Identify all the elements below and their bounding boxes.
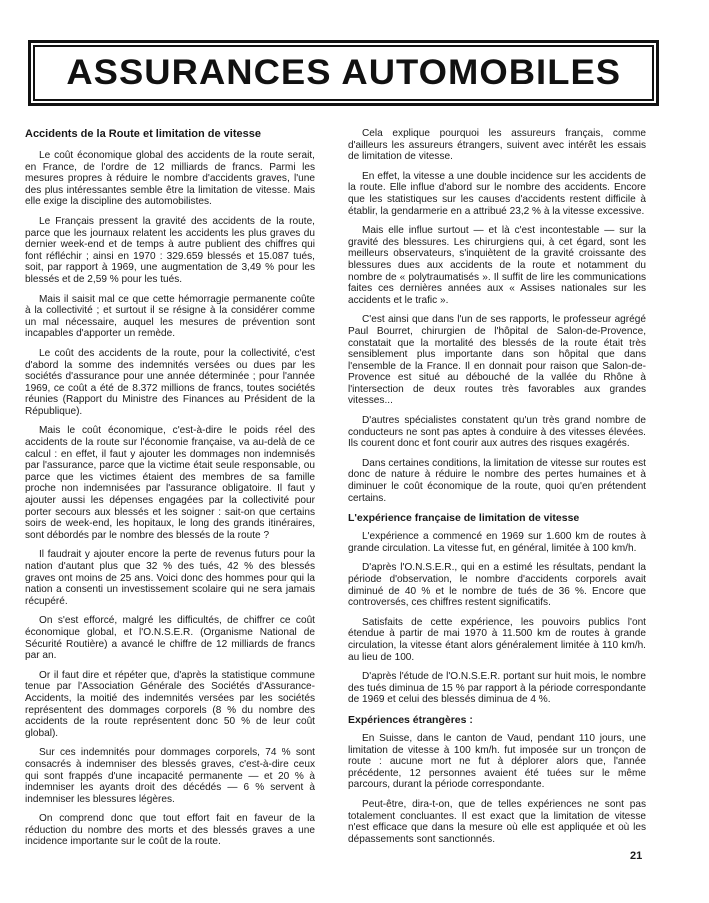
paragraph: Il faudrait y ajouter encore la perte de revenus futurs pour la nation d'autant plus que 32 % des tués, 42 % des blessés graves ont moins de 25 ans. Voici donc des hommes pour qui la nation a consenti un investissement scolaire qui ne sera jamais récupéré. [25,549,315,607]
paragraph: L'expérience a commencé en 1969 sur 1.600 km de routes à grande circulation. La vitesse fut, en général, limitée à 100 km/h. [348,531,646,554]
paragraph: D'après l'étude de l'O.N.S.E.R. portant sur huit mois, le nombre des tués diminua de 15 % par rapport à la période correspondante de 1969 et celui des blessés diminua de 4 %. [348,671,646,706]
paragraph: Le coût des accidents de la route, pour la collectivité, c'est d'abord la somme des indemnités versées ou dues par les sociétés d'assurance pour une année déterminée ; pour l'année 1969, ce coût a été de 8.372 millions de francs, toutes sociétés réunies (Rapport du Ministre des Finances au Président de la République). [25,347,315,417]
paragraph: Mais il saisit mal ce que cette hémorragie permanente coûte à la collectivité ; et surtout il se résigne à la considérer comme un mal nécessaire, auquel les mesures de prévention sont incapables d'apporter un remède. [25,293,315,340]
paragraph: Mais elle influe surtout — et là c'est incontestable — sur la gravité des blessures. Les chirurgiens qui, à cet égard, sont les meilleurs observateurs, s'inquiètent de la gravité croissante des blessures dues aux accidents de la route et notamment du nombre de « polytraumatisés ». Il suffit de lire les communications faites ces dernières années aux « Assises nationales sur les accidents et le trafic ». [348,225,646,306]
left-column [25,128,315,856]
paragraph: Or il faut dire et répéter que, d'après la statistique commune tenue par l'Association Générale des Sociétés d'Assurance-Accidents, la moitié des indemnités versées par les sociétés représentent des dommages corporels (8 % du nombre des accidents de la route représentent donc 50 % de leur coût global). [25,669,315,739]
paragraph: Cela explique pourquoi les assureurs français, comme d'ailleurs les assureurs étrangers, suivent avec intérêt les essais de limitation de vitesse. [348,128,646,163]
paragraph: Le Français pressent la gravité des accidents de la route, parce que les journaux relatent les accidents les plus graves du dernier week-end et de temps à autre publient des chiffres qui font réfléchir ; ainsi en 1970 : 329.659 blessés et 15.087 tués, soit, par rapport à 1969, une augmentation de 3,49 % pour les blessés et de 2,59 % pour les tués. [25,215,315,285]
paragraph: Peut-être, dira-t-on, que de telles expériences ne sont pas totalement concluantes. Il est exact que la limitation de vitesse n'est efficace que dans la mesure où elle est appliquée et où les dépassements sont sanctionnés. [348,798,646,845]
paragraph: Satisfaits de cette expérience, les pouvoirs publics l'ont étendue à partir de mai 1970 à 11.500 km de routes à grande circulation, la vitesse étant alors généralement limitée à 110 km/h. au lieu de 100. [348,616,646,663]
right-column [348,128,646,853]
paragraph: On s'est efforcé, malgré les difficultés, de chiffrer ce coût économique global, et l'O.N.S.E.R. (Organisme National de Sécurité Routière) a avancé le chiffre de 12 milliards de francs par an. [25,615,315,662]
paragraph: En Suisse, dans le canton de Vaud, pendant 110 jours, une limitation de vitesse à 100 km/h. fut imposée sur un tronçon de route : aucune mort ne fut à déplorer alors que, l'année précédente, 12 personnes avaient été tuées sur le même parcours, durant la période correspondante. [348,732,646,791]
paragraph: On comprend donc que tout effort fait en faveur de la réduction du nombre des morts et des blessés graves a une incidence importante sur le coût de la route. [25,813,315,848]
paragraph: D'autres spécialistes constatent qu'un très grand nombre de conducteurs ne sont pas aptes à conduire à des vitesses élevées. Ils courent donc et font courir aux autres des risques exagérés. [348,415,646,450]
page-number: 21 [630,850,643,862]
paragraph: En effet, la vitesse a une double incidence sur les accidents de la route. Elle influe d'abord sur le nombre des accidents. Encore que les statistiques sur les causes d'accidents restent difficile à établir, la gendarmerie en a attribué 23,2 % à la vitesse excessive. [348,170,646,217]
paragraph: Sur ces indemnités pour dommages corporels, 74 % sont consacrés à indemniser des blessés graves, c'est-à-dire ceux qui sont frappés d'une incapacité permanente — et 20 % à indemniser les ayants droit des décédés — 6 % servent à indemniser les blessures légères. [25,747,315,805]
title-banner [28,40,659,106]
paragraph: D'après l'O.N.S.E.R., qui en a estimé les résultats, pendant la période d'observation, le nombre d'accidents corporels avait diminué de 40 % et le nombre de tués de 36 %. Encore que controversés, ces chiffres restent significatifs. [348,562,646,609]
section-heading-accidents: Accidents de la Route et limitation de vitesse [25,128,261,140]
page-title: ASSURANCES AUTOMOBILES [66,53,621,92]
paragraph: Le coût économique global des accidents de la route serait, en France, de l'ordre de 12 milliards de francs. Parmi les mesures propres à réduire le nombre d'accidents graves, l'une des plus intéressantes semble être la limitation de vitesse. Mais elle exige la discipline des automobilistes. [25,150,315,208]
paragraph: Dans certaines conditions, la limitation de vitesse sur routes est donc de nature à réduire le nombre des pertes humaines et à diminuer le coût économique de la route, quoi qu'en prétendent certains. [348,457,646,504]
section-heading-foreign-experiences: Expériences étrangères : [348,713,473,726]
paragraph: Mais le coût économique, c'est-à-dire le poids réel des accidents de la route sur l'économie française, va au-delà de ce calcul : en effet, il faut y ajouter les dommages non indemnisés par l'assurance, parce que la victime était seule responsable, ou parce que les victimes étaient des membres de sa famille proche non indemnisées par l'assurance obligatoire. Il faut y ajouter aussi les dépenses engagées par la collectivité pour porter secours aux blessés et les soigner : sait-on que certains soirs de week-end, les hopitaux, le long des grands itinéraires, sont débordés par le nombre des blessés de la route ? [25,425,315,541]
section-heading-french-experience: L'expérience française de limitation de vitesse [348,512,580,525]
paragraph: C'est ainsi que dans l'un de ses rapports, le professeur agrégé Paul Bourret, chirurgien de l'hôpital de Salon-de-Provence, constatait que la mortalité des blessés de la route était très sensiblement plus importante dans son hôpital que dans l'ensemble de la France. Il en donnait pour raison que Salon-de-Provence est situé au débouché de la vallée du Rhône à l'intersection de deux routes très favorables aux grandes vitesses... [348,314,646,407]
